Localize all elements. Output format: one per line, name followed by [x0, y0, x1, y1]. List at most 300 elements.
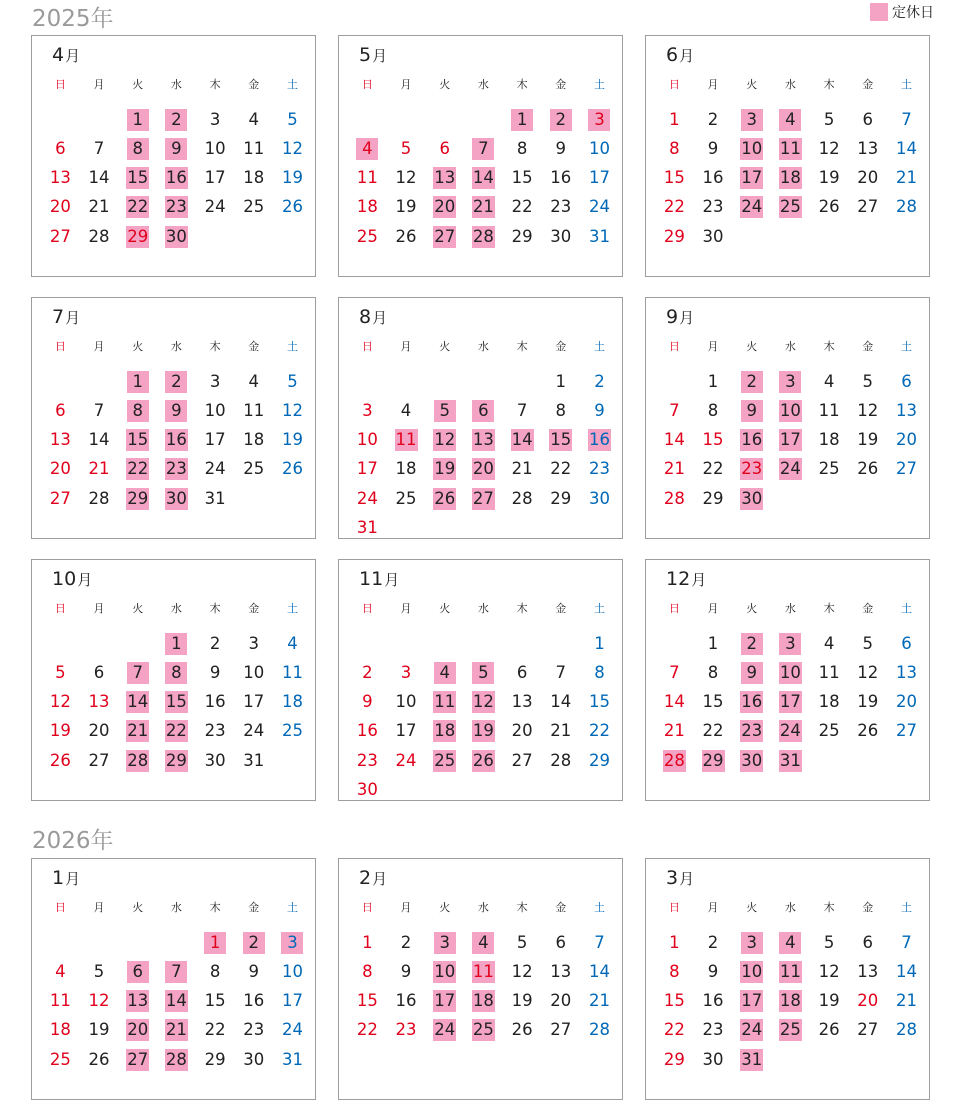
closed-day-cell	[732, 717, 771, 746]
month-number: 7	[52, 306, 65, 328]
closed-day-cell	[771, 629, 810, 658]
closed-day-cell	[464, 717, 503, 746]
day-number: 11	[818, 662, 840, 682]
day-number: 20	[511, 721, 533, 741]
day-number: 31	[588, 226, 610, 246]
day-cell	[234, 1045, 273, 1074]
day-number: 24	[395, 750, 417, 770]
weekday-header: 水	[477, 602, 489, 615]
weekday-header: 月	[707, 340, 719, 353]
weekday-header: 土	[900, 340, 912, 353]
weekday-header: 木	[823, 340, 835, 353]
closed-day-cell	[503, 105, 542, 134]
day-number: 23	[165, 459, 187, 479]
day-number: 9	[594, 400, 605, 420]
closed-day-cell	[464, 688, 503, 717]
day-number: 29	[165, 750, 187, 770]
day-number: 30	[588, 488, 610, 508]
weekday-header: 水	[477, 901, 489, 914]
day-number: 23	[702, 1020, 724, 1040]
day-number: 24	[356, 488, 378, 508]
weekday-header: 金	[555, 901, 567, 914]
weekday-header: 木	[209, 78, 221, 91]
day-cell	[80, 987, 119, 1016]
day-cell	[848, 629, 887, 658]
month-unit: 月	[679, 870, 695, 888]
weekday-header: 土	[286, 78, 298, 91]
closed-day-cell	[464, 484, 503, 513]
day-cell	[273, 629, 312, 658]
weekday-header: 水	[784, 78, 796, 91]
day-cell	[887, 105, 926, 134]
day-number: 14	[472, 168, 494, 188]
weekday-header: 日	[668, 340, 680, 353]
day-number: 28	[550, 750, 572, 770]
day-number: 9	[741, 400, 763, 422]
day-number: 26	[818, 1020, 840, 1040]
day-number: 30	[165, 226, 187, 246]
legend-label: 定休日	[892, 5, 934, 21]
day-cell	[887, 164, 926, 193]
day-cell	[41, 164, 80, 193]
day-cell	[234, 164, 273, 193]
month-number: 10	[52, 568, 77, 590]
day-cell	[810, 987, 849, 1016]
day-number: 12	[434, 430, 456, 450]
weekday-header: 月	[93, 340, 105, 353]
day-number: 16	[588, 430, 610, 450]
day-cell	[655, 987, 694, 1016]
day-number: 20	[895, 692, 917, 712]
weekday-header: 水	[477, 78, 489, 91]
day-cell	[196, 134, 235, 163]
closed-day-cell	[425, 164, 464, 193]
weekday-header: 金	[248, 602, 260, 615]
day-cell	[196, 455, 235, 484]
day-number: 3	[400, 662, 412, 682]
day-number: 8	[707, 400, 719, 420]
weekday-header: 日	[668, 78, 680, 91]
day-number: 30	[741, 488, 763, 508]
day-cell	[387, 134, 426, 163]
day-number: 25	[818, 459, 840, 479]
day-cell	[348, 957, 387, 986]
day-cell	[810, 455, 849, 484]
day-number: 8	[127, 138, 149, 160]
month-title	[359, 568, 399, 590]
day-cell	[273, 658, 312, 687]
day-cell	[694, 957, 733, 986]
day-number: 7	[472, 138, 494, 160]
month-title	[666, 44, 694, 66]
day-number: 2	[209, 633, 221, 653]
day-number: 20	[895, 430, 917, 450]
weekday-header: 水	[170, 340, 182, 353]
day-number: 21	[663, 721, 685, 741]
day-cell	[503, 222, 542, 251]
day-cell	[848, 957, 887, 986]
day-cell	[580, 746, 619, 775]
closed-day-cell	[273, 928, 312, 957]
day-number: 3	[588, 109, 610, 131]
day-number: 5	[862, 371, 874, 391]
day-grid	[348, 338, 619, 542]
day-number: 19	[395, 197, 417, 217]
day-number: 6	[901, 371, 912, 391]
day-cell	[196, 105, 235, 134]
month-unit: 月	[679, 47, 695, 65]
weekday-header: 土	[593, 901, 605, 914]
day-cell	[41, 484, 80, 513]
day-cell	[848, 717, 887, 746]
month-unit: 月	[65, 870, 81, 888]
weekday-header: 日	[361, 901, 373, 914]
day-grid	[348, 600, 619, 804]
day-number: 25	[395, 488, 417, 508]
day-cell	[655, 222, 694, 251]
day-number: 9	[741, 662, 763, 684]
day-cell	[348, 717, 387, 746]
closed-day-cell	[118, 367, 157, 396]
empty-cell	[157, 928, 196, 957]
day-cell	[41, 134, 80, 163]
day-number: 9	[362, 692, 373, 712]
day-number: 21	[895, 168, 917, 188]
month-unit: 月	[77, 571, 93, 589]
day-grid	[41, 899, 312, 1074]
weekday-header: 火	[132, 901, 144, 914]
day-number: 26	[857, 721, 879, 741]
closed-day-cell	[464, 193, 503, 222]
day-number: 1	[707, 633, 719, 653]
day-number: 12	[818, 961, 840, 981]
day-cell	[655, 1016, 694, 1045]
day-cell	[80, 426, 119, 455]
day-number: 8	[707, 662, 719, 682]
day-cell	[387, 957, 426, 986]
day-cell	[41, 717, 80, 746]
legend	[870, 2, 934, 22]
day-cell	[348, 688, 387, 717]
day-cell	[694, 164, 733, 193]
day-cell	[387, 928, 426, 957]
closed-day-cell	[157, 746, 196, 775]
day-cell	[887, 987, 926, 1016]
closed-day-cell	[425, 746, 464, 775]
day-number: 27	[127, 1049, 149, 1069]
month-calendar	[645, 559, 930, 801]
weekday-header: 月	[93, 602, 105, 615]
day-number: 27	[550, 1020, 572, 1040]
closed-day-cell	[425, 957, 464, 986]
day-cell	[694, 688, 733, 717]
day-cell	[887, 717, 926, 746]
day-number: 29	[127, 226, 149, 246]
day-number: 9	[248, 961, 260, 981]
day-number: 4	[434, 662, 456, 684]
day-cell	[234, 193, 273, 222]
day-cell	[273, 1045, 312, 1074]
weekday-header: 金	[555, 78, 567, 91]
day-cell	[541, 987, 580, 1016]
closed-day-cell	[425, 987, 464, 1016]
day-cell	[348, 775, 387, 804]
day-cell	[234, 1016, 273, 1045]
day-number: 31	[204, 488, 226, 508]
day-cell	[848, 105, 887, 134]
day-number: 3	[209, 109, 221, 129]
day-number: 9	[555, 138, 567, 158]
day-number: 10	[779, 400, 801, 420]
closed-day-cell	[771, 1016, 810, 1045]
day-number: 7	[901, 932, 912, 952]
day-cell	[810, 367, 849, 396]
day-number: 25	[356, 226, 378, 246]
day-number: 26	[511, 1020, 533, 1040]
closed-day-cell	[118, 455, 157, 484]
day-cell	[887, 193, 926, 222]
day-cell	[234, 455, 273, 484]
weekday-header: 月	[400, 340, 412, 353]
day-number: 15	[511, 168, 533, 188]
day-number: 19	[281, 430, 303, 450]
day-cell	[503, 193, 542, 222]
day-cell	[234, 746, 273, 775]
weekday-header: 日	[361, 78, 373, 91]
day-cell	[234, 105, 273, 134]
day-number: 14	[127, 692, 149, 712]
closed-day-cell	[118, 193, 157, 222]
day-number: 7	[165, 961, 187, 983]
closed-day-cell	[771, 193, 810, 222]
day-cell	[196, 1016, 235, 1045]
day-cell	[580, 957, 619, 986]
day-cell	[234, 658, 273, 687]
day-number: 8	[362, 961, 373, 981]
day-number: 2	[165, 109, 187, 131]
weekday-header: 月	[400, 602, 412, 615]
day-number: 12	[88, 991, 110, 1011]
day-number: 21	[511, 459, 533, 479]
month-title	[666, 867, 694, 889]
empty-cell	[503, 629, 542, 658]
day-cell	[580, 658, 619, 687]
day-number: 16	[165, 168, 187, 188]
month-number: 4	[52, 44, 65, 66]
day-grid	[348, 76, 619, 251]
day-number: 21	[588, 991, 610, 1011]
day-number: 21	[663, 459, 685, 479]
month-calendar	[645, 35, 930, 277]
closed-day-cell	[771, 367, 810, 396]
day-cell	[810, 957, 849, 986]
day-number: 10	[204, 400, 226, 420]
empty-cell	[425, 629, 464, 658]
day-number: 5	[93, 961, 105, 981]
day-cell	[810, 629, 849, 658]
day-number: 11	[49, 991, 71, 1011]
closed-day-cell	[580, 105, 619, 134]
day-number: 28	[127, 750, 149, 770]
day-number: 25	[243, 459, 265, 479]
closed-day-cell	[694, 746, 733, 775]
empty-cell	[425, 367, 464, 396]
month-unit: 月	[65, 47, 81, 65]
weekday-header: 水	[170, 78, 182, 91]
day-number: 5	[823, 109, 835, 129]
closed-day-cell	[580, 426, 619, 455]
month-calendar	[645, 297, 930, 539]
day-number: 28	[88, 488, 110, 508]
day-number: 13	[88, 692, 110, 712]
day-cell	[387, 746, 426, 775]
day-number: 2	[165, 371, 187, 393]
day-cell	[694, 928, 733, 957]
day-number: 23	[395, 1020, 417, 1040]
weekday-header: 水	[784, 340, 796, 353]
day-number: 13	[857, 138, 879, 158]
weekday-header: 火	[132, 340, 144, 353]
day-number: 12	[472, 692, 494, 712]
closed-day-cell	[464, 746, 503, 775]
day-number: 1	[594, 633, 605, 653]
day-number: 4	[823, 633, 835, 653]
day-number: 14	[588, 961, 610, 981]
day-cell	[848, 987, 887, 1016]
closed-day-cell	[732, 928, 771, 957]
day-cell	[887, 957, 926, 986]
day-cell	[541, 658, 580, 687]
day-number: 4	[55, 961, 66, 981]
day-cell	[348, 1016, 387, 1045]
day-cell	[503, 928, 542, 957]
closed-day-cell	[464, 658, 503, 687]
day-grid	[348, 899, 619, 1045]
day-cell	[580, 928, 619, 957]
weekday-header: 火	[746, 78, 758, 91]
day-number: 12	[818, 138, 840, 158]
closed-day-cell	[732, 629, 771, 658]
day-number: 28	[895, 197, 917, 217]
day-number: 17	[243, 692, 265, 712]
day-number: 12	[49, 692, 71, 712]
weekday-header: 日	[361, 602, 373, 615]
day-number: 12	[857, 400, 879, 420]
day-cell	[541, 164, 580, 193]
day-number: 18	[818, 430, 840, 450]
day-cell	[273, 957, 312, 986]
weekday-header: 月	[93, 901, 105, 914]
closed-day-cell	[425, 426, 464, 455]
closed-day-cell	[118, 396, 157, 425]
day-number: 29	[663, 1049, 685, 1069]
day-number: 19	[818, 168, 840, 188]
closed-day-cell	[732, 1045, 771, 1074]
day-number: 5	[472, 662, 494, 684]
day-number: 11	[356, 168, 378, 188]
day-number: 24	[204, 459, 226, 479]
day-number: 6	[93, 662, 105, 682]
day-cell	[810, 688, 849, 717]
day-number: 28	[895, 1020, 917, 1040]
day-cell	[848, 164, 887, 193]
day-number: 31	[356, 517, 378, 537]
day-number: 12	[281, 138, 303, 158]
closed-day-cell	[425, 396, 464, 425]
day-cell	[196, 426, 235, 455]
day-cell	[80, 455, 119, 484]
closed-day-cell	[464, 928, 503, 957]
day-number: 22	[663, 197, 685, 217]
day-number: 31	[243, 750, 265, 770]
day-cell	[887, 1016, 926, 1045]
day-number: 7	[901, 109, 912, 129]
day-number: 30	[550, 226, 572, 246]
closed-day-cell	[541, 105, 580, 134]
day-grid	[41, 600, 312, 775]
weekday-header: 土	[900, 901, 912, 914]
day-cell	[196, 987, 235, 1016]
month-number: 8	[359, 306, 372, 328]
day-cell	[196, 658, 235, 687]
day-cell	[273, 426, 312, 455]
closed-day-cell	[234, 928, 273, 957]
day-number: 21	[165, 1020, 187, 1040]
day-cell	[41, 688, 80, 717]
day-cell	[348, 658, 387, 687]
day-number: 12	[395, 168, 417, 188]
day-number: 27	[857, 1020, 879, 1040]
day-cell	[273, 396, 312, 425]
day-number: 18	[356, 197, 378, 217]
day-cell	[541, 193, 580, 222]
month-calendar	[31, 559, 316, 801]
day-number: 8	[669, 961, 680, 981]
day-number: 1	[669, 109, 680, 129]
day-cell	[196, 484, 235, 513]
day-number: 25	[779, 1020, 801, 1040]
day-number: 20	[434, 197, 456, 217]
day-grid	[41, 76, 312, 251]
day-cell	[234, 134, 273, 163]
closed-day-cell	[771, 746, 810, 775]
day-number: 10	[281, 961, 303, 981]
day-number: 14	[550, 692, 572, 712]
day-cell	[41, 746, 80, 775]
closed-day-cell	[118, 717, 157, 746]
day-number: 5	[823, 932, 835, 952]
day-number: 24	[779, 459, 801, 479]
day-number: 30	[702, 226, 724, 246]
day-cell	[810, 105, 849, 134]
day-cell	[503, 396, 542, 425]
closed-day-cell	[503, 426, 542, 455]
closed-day-cell	[732, 746, 771, 775]
day-number: 31	[741, 1049, 763, 1069]
day-number: 16	[741, 692, 763, 712]
weekday-header: 土	[593, 340, 605, 353]
day-cell	[655, 193, 694, 222]
day-cell	[580, 164, 619, 193]
day-number: 9	[165, 138, 187, 160]
day-number: 24	[204, 197, 226, 217]
day-number: 11	[281, 662, 303, 682]
closed-day-cell	[157, 717, 196, 746]
month-calendar	[31, 35, 316, 277]
day-number: 24	[741, 1020, 763, 1040]
day-number: 14	[663, 430, 685, 450]
day-number: 15	[702, 692, 724, 712]
